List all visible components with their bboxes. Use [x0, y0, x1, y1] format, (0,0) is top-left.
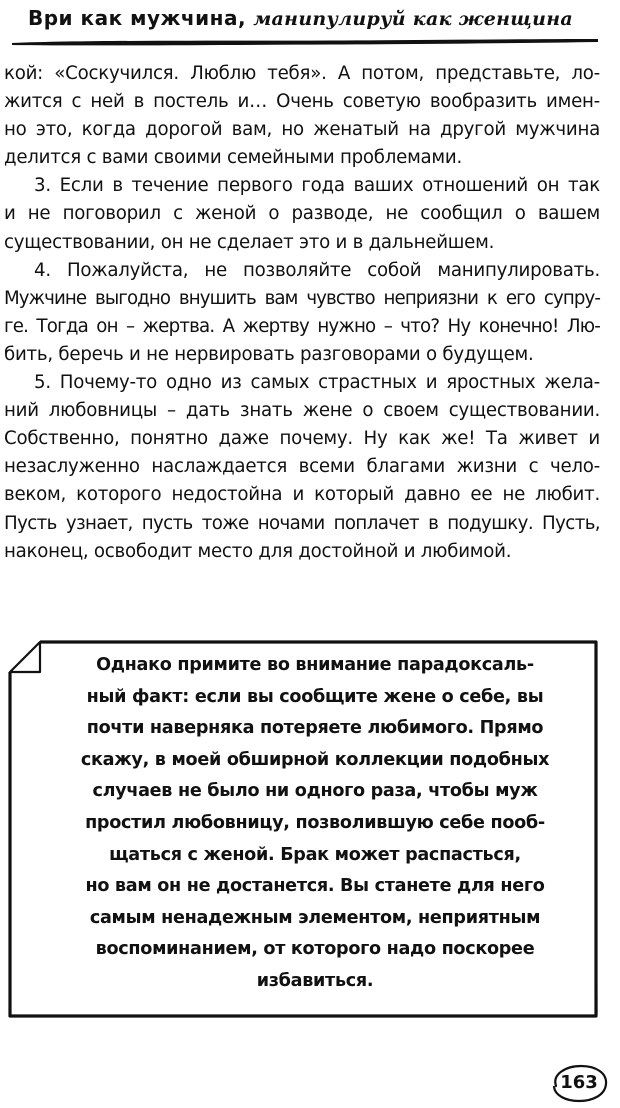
text-line: незаслуженно наслаждается всеми благами жизни с чело- — [4, 456, 600, 478]
text-line: Пусть узнает, пусть тоже ночами поплачет в подушку. Пусть, — [4, 512, 600, 534]
callout-line: случаев не было ни одного раза, чтобы муж — [92, 781, 538, 802]
header-underline — [10, 36, 600, 48]
running-header — [28, 6, 600, 40]
callout-line: избавиться. — [256, 970, 374, 991]
callout-line: скажу, в моей обширной коллекции подобных — [80, 749, 550, 770]
paragraph — [4, 172, 600, 256]
page-number-badge — [548, 1062, 610, 1104]
folded-corner-icon — [10, 642, 40, 672]
text-line: и не поговорил с женой о разводе, не сообщил о вашем — [4, 203, 600, 225]
callout-line: воспоминанием, от которого надо поскорее — [95, 939, 535, 960]
text-line: наконец, освободит место для достойной и любимой. — [4, 540, 512, 562]
text-line: Мужчине выгодно внушить вам чувство неприязни к его супру- — [4, 287, 600, 309]
text-line: веком, которого недостойна и который давно ее не любит. — [4, 484, 600, 506]
text-line: Собственно, понятно даже почему. Ну как же! Та живет и — [4, 428, 600, 450]
body-text — [4, 60, 600, 566]
callout-line: простил любовницу, позволившую себе пооб- — [85, 812, 545, 833]
text-line: существовании, он не сделает это и в дальнейшем. — [4, 231, 495, 253]
callout-line: ный факт: если вы сообщите жене о себе, вы — [86, 686, 544, 707]
text-line: делится с вами своими семейными проблемами. — [4, 147, 463, 169]
text-line: 3. Если в течение первого года ваших отношений он так — [34, 175, 600, 197]
callout-line: самым ненадежным элементом, неприятным — [89, 907, 541, 928]
callout-line: Однако примите во внимание парадоксаль- — [96, 655, 534, 675]
callout-line: почти наверняка потеряете любимого. Прямо — [86, 718, 544, 739]
text-line: бить, беречь и не нервировать разговорами о будущем. — [4, 343, 534, 365]
callout-line: щаться с женой. Брак может распасться, — [109, 844, 521, 865]
paragraph — [4, 369, 600, 566]
text-line: но это, когда дорогой вам, но женатый на другой мужчина — [4, 119, 600, 141]
text-line: ге. Тогда он – жертва. А жертву нужно – что? Ну конечно! Лю- — [4, 315, 600, 337]
text-line: жится с ней в постель и… Очень советую вообразить имен- — [4, 91, 600, 113]
running-header-book-title-part-1: Ври как мужчина, — [28, 6, 247, 30]
paragraph — [4, 60, 600, 172]
paragraph — [4, 257, 600, 369]
page-number: 163 — [560, 1072, 598, 1093]
text-line: 4. Пожалуйста, не позволяйте собой манипулировать. — [34, 259, 600, 281]
callout-line: но вам он не достанется. Вы станете для него — [85, 876, 545, 897]
text-line: кой: «Соскучился. Люблю тебя». А потом, представьте, ло- — [4, 63, 600, 84]
callout-text — [50, 650, 580, 998]
text-line: ний любовницы – дать знать жене о своем существовании. — [4, 400, 600, 422]
text-line: 5. Почему-то одно из самых страстных и яростных жела- — [34, 372, 600, 394]
running-header-book-title-part-2: манипулируй как женщина — [253, 8, 574, 30]
